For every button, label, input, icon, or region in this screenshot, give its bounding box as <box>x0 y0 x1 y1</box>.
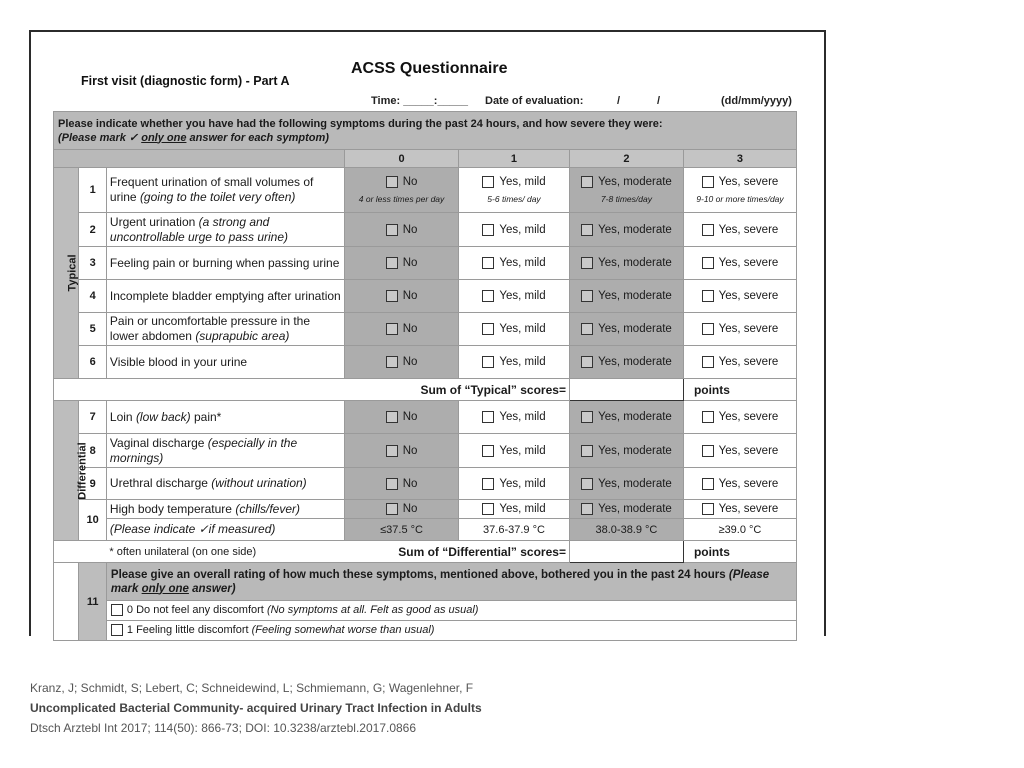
checkbox[interactable] <box>482 323 494 335</box>
checkbox[interactable] <box>581 176 593 188</box>
symptom-number: 8 <box>79 434 106 468</box>
symptom-number: 10 <box>79 500 106 541</box>
checkbox[interactable] <box>482 224 494 236</box>
answer-cell-severe[interactable]: Yes, severe <box>683 401 796 434</box>
checkbox[interactable] <box>581 445 593 457</box>
frequency-note: 9-10 or more times/day <box>696 194 784 204</box>
answer-cell-no[interactable]: No 4 or less times per day <box>345 168 459 213</box>
checkbox[interactable] <box>482 478 494 490</box>
answer-cell-mild[interactable]: Yes, mild <box>459 468 570 500</box>
differential-points-label: points <box>683 541 796 563</box>
answer-cell-severe[interactable]: Yes, severe <box>683 280 796 313</box>
answer-cell-severe[interactable]: Yes, severe <box>683 434 796 468</box>
score-header-0: 0 <box>345 150 459 168</box>
questionnaire-scan <box>29 30 826 636</box>
answer-cell-no[interactable]: No <box>345 468 459 500</box>
question-number: 11 <box>79 563 106 641</box>
overall-rating-question: Please give an overall rating of how much these symptoms, mentioned above, bothered you in the past 24 hours (Please mark only one answer) <box>106 563 796 601</box>
symptom-text: High body temperature (chills/fever) <box>106 500 344 519</box>
answer-cell-mild[interactable]: Yes, mild <box>459 401 570 434</box>
measure-note: (Please indicate ✓if measured) <box>106 519 344 541</box>
footnote: * often unilateral (on one side) <box>106 541 344 563</box>
answer-cell-no[interactable]: No <box>345 247 459 280</box>
instruction-line: Please indicate whether you have had the following symptoms during the past 24 hours, and how severe they were: <box>58 117 663 130</box>
answer-cell-moderate[interactable]: Yes, moderate <box>569 401 683 434</box>
symptom-text: Incomplete bladder emptying after urination <box>106 280 344 313</box>
form-subtitle: First visit (diagnostic form) - Part A <box>81 74 290 88</box>
symptom-number: 4 <box>79 280 106 313</box>
checkbox[interactable] <box>702 356 714 368</box>
checkbox[interactable] <box>702 176 714 188</box>
answer-cell-no[interactable]: No <box>345 280 459 313</box>
rating-choice[interactable]: 0 Do not feel any discomfort (No symptoms at all. Felt as good as usual) <box>106 601 796 621</box>
answer-cell-severe[interactable]: Yes, severe <box>683 247 796 280</box>
symptom-text: Loin (low back) pain* <box>106 401 344 434</box>
answer-cell-moderate[interactable]: Yes, moderate <box>569 313 683 346</box>
answer-cell-no[interactable]: No <box>345 346 459 379</box>
answer-cell-moderate[interactable]: Yes, moderate <box>569 213 683 247</box>
symptom-table <box>53 111 797 641</box>
checkbox[interactable] <box>581 224 593 236</box>
date-separator: / <box>617 95 621 107</box>
answer-cell-moderate[interactable]: Yes, moderate <box>569 434 683 468</box>
checkbox[interactable] <box>702 411 714 423</box>
symptom-number: 3 <box>79 247 106 280</box>
answer-cell-mild[interactable]: Yes, mild 5-6 times/ day <box>459 168 570 213</box>
answer-cell-moderate[interactable]: Yes, moderate <box>569 468 683 500</box>
symptom-text: Frequent urination of small volumes of urine (going to the toilet very often) <box>106 168 344 213</box>
checkbox[interactable] <box>386 503 398 515</box>
checkbox[interactable] <box>482 176 494 188</box>
symptom-number: 5 <box>79 313 106 346</box>
checkbox[interactable] <box>386 224 398 236</box>
score-header-1: 1 <box>459 150 570 168</box>
answer-cell-mild[interactable]: Yes, mild <box>459 500 570 519</box>
temperature-range: 37.6-37.9 °C <box>459 519 570 541</box>
temperature-range: 38.0-38.9 °C <box>569 519 683 541</box>
answer-cell-moderate[interactable]: Yes, moderate <box>569 280 683 313</box>
checkbox[interactable] <box>702 224 714 236</box>
checkbox[interactable] <box>386 323 398 335</box>
checkbox[interactable] <box>386 411 398 423</box>
checkbox[interactable] <box>482 445 494 457</box>
answer-cell-severe[interactable]: Yes, severe <box>683 468 796 500</box>
citation-title: Uncomplicated Bacterial Community- acquired Urinary Tract Infection in Adults <box>30 701 482 715</box>
temperature-range: ≤37.5 °C <box>345 519 459 541</box>
rating-choice[interactable]: 1 Feeling little discomfort (Feeling somewhat worse than usual) <box>106 621 796 641</box>
checkbox[interactable] <box>581 356 593 368</box>
typical-section-label: Typical <box>54 168 79 379</box>
typical-points-label: points <box>683 379 796 401</box>
citation-authors: Kranz, J; Schmidt, S; Lebert, C; Schneidewind, L; Schmiemann, G; Wagenlehner, F <box>30 681 474 695</box>
score-header-2: 2 <box>569 150 683 168</box>
symptom-text: Feeling pain or burning when passing urine <box>106 247 344 280</box>
checkbox[interactable] <box>482 290 494 302</box>
checkbox[interactable] <box>702 445 714 457</box>
typical-sum-field[interactable] <box>569 379 683 401</box>
answer-cell-no[interactable]: No <box>345 500 459 519</box>
citation-source: Dtsch Arztebl Int 2017; 114(50): 866-73; DOI: 10.3238/arztebl.2017.0866 <box>30 721 417 735</box>
temperature-range: ≥39.0 °C <box>683 519 796 541</box>
checkbox[interactable] <box>581 411 593 423</box>
differential-section-label: Differential <box>54 401 79 541</box>
checkbox[interactable] <box>482 411 494 423</box>
checkbox[interactable] <box>386 290 398 302</box>
answer-cell-no[interactable]: No <box>345 434 459 468</box>
checkbox[interactable] <box>702 323 714 335</box>
checkbox[interactable] <box>581 290 593 302</box>
checkbox[interactable] <box>702 257 714 269</box>
checkbox[interactable] <box>702 503 714 515</box>
citation <box>30 678 482 738</box>
answer-cell-mild[interactable]: Yes, mild <box>459 313 570 346</box>
symptom-text: Visible blood in your urine <box>106 346 344 379</box>
symptom-number: 2 <box>79 213 106 247</box>
date-separator: / <box>657 95 661 107</box>
answer-cell-no[interactable]: No <box>345 401 459 434</box>
frequency-note: 4 or less times per day <box>358 194 445 204</box>
date-format: (dd/mm/yyyy) <box>721 95 792 107</box>
answer-cell-mild[interactable]: Yes, mild <box>459 434 570 468</box>
answer-cell-no[interactable]: No <box>345 313 459 346</box>
date-label: Date of evaluation: <box>485 95 584 107</box>
answer-cell-severe[interactable]: Yes, severe 9-10 or more times/day <box>683 168 796 213</box>
instruction-note: (Please mark ✓ only one answer for each symptom) <box>58 131 329 144</box>
answer-cell-severe[interactable]: Yes, severe <box>683 313 796 346</box>
instructions <box>54 112 797 150</box>
checkbox[interactable] <box>702 290 714 302</box>
frequency-note: 7-8 times/day <box>600 194 652 204</box>
differential-sum-field[interactable] <box>569 541 683 563</box>
answer-cell-mild[interactable]: Yes, mild <box>459 346 570 379</box>
checkbox[interactable] <box>702 478 714 490</box>
answer-cell-mild[interactable]: Yes, mild <box>459 280 570 313</box>
answer-cell-mild[interactable]: Yes, mild <box>459 213 570 247</box>
answer-cell-severe[interactable]: Yes, severe <box>683 346 796 379</box>
answer-cell-moderate[interactable]: Yes, moderate 7-8 times/day <box>569 168 683 213</box>
checkbox[interactable] <box>581 478 593 490</box>
checkbox[interactable] <box>386 445 398 457</box>
symptom-number: 7 <box>79 401 106 434</box>
differential-sum-label: Sum of “Differential” scores= <box>345 541 570 563</box>
symptom-text: Urethral discharge (without urination) <box>106 468 344 500</box>
answer-cell-moderate[interactable]: Yes, moderate <box>569 500 683 519</box>
answer-cell-severe[interactable]: Yes, severe <box>683 213 796 247</box>
symptom-number: 1 <box>79 168 106 213</box>
score-header-3: 3 <box>683 150 796 168</box>
symptom-number: 9 <box>79 468 106 500</box>
checkbox[interactable] <box>386 176 398 188</box>
form-title: ACSS Questionnaire <box>351 60 508 77</box>
symptom-text: Vaginal discharge (especially in the mornings) <box>106 434 344 468</box>
checkbox[interactable] <box>482 503 494 515</box>
checkbox[interactable] <box>111 624 123 636</box>
checkbox[interactable] <box>581 503 593 515</box>
checkbox[interactable] <box>386 257 398 269</box>
symptom-text: Pain or uncomfortable pressure in the lower abdomen (suprapubic area) <box>106 313 344 346</box>
checkbox[interactable] <box>111 604 123 616</box>
typical-sum-label: Sum of “Typical” scores= <box>54 379 570 401</box>
symptom-text: Urgent urination (a strong and uncontrollable urge to pass urine) <box>106 213 344 247</box>
checkbox[interactable] <box>482 257 494 269</box>
symptom-number: 6 <box>79 346 106 379</box>
time-label: Time: _____:_____ <box>371 95 469 107</box>
checkbox[interactable] <box>386 356 398 368</box>
checkbox[interactable] <box>581 323 593 335</box>
checkbox[interactable] <box>581 257 593 269</box>
evaluation-meta <box>371 95 801 109</box>
checkbox[interactable] <box>386 478 398 490</box>
answer-cell-moderate[interactable]: Yes, moderate <box>569 346 683 379</box>
answer-cell-no[interactable]: No <box>345 213 459 247</box>
answer-cell-moderate[interactable]: Yes, moderate <box>569 247 683 280</box>
frequency-note: 5-6 times/ day <box>487 194 541 204</box>
answer-cell-mild[interactable]: Yes, mild <box>459 247 570 280</box>
checkbox[interactable] <box>482 356 494 368</box>
answer-cell-severe[interactable]: Yes, severe <box>683 500 796 519</box>
